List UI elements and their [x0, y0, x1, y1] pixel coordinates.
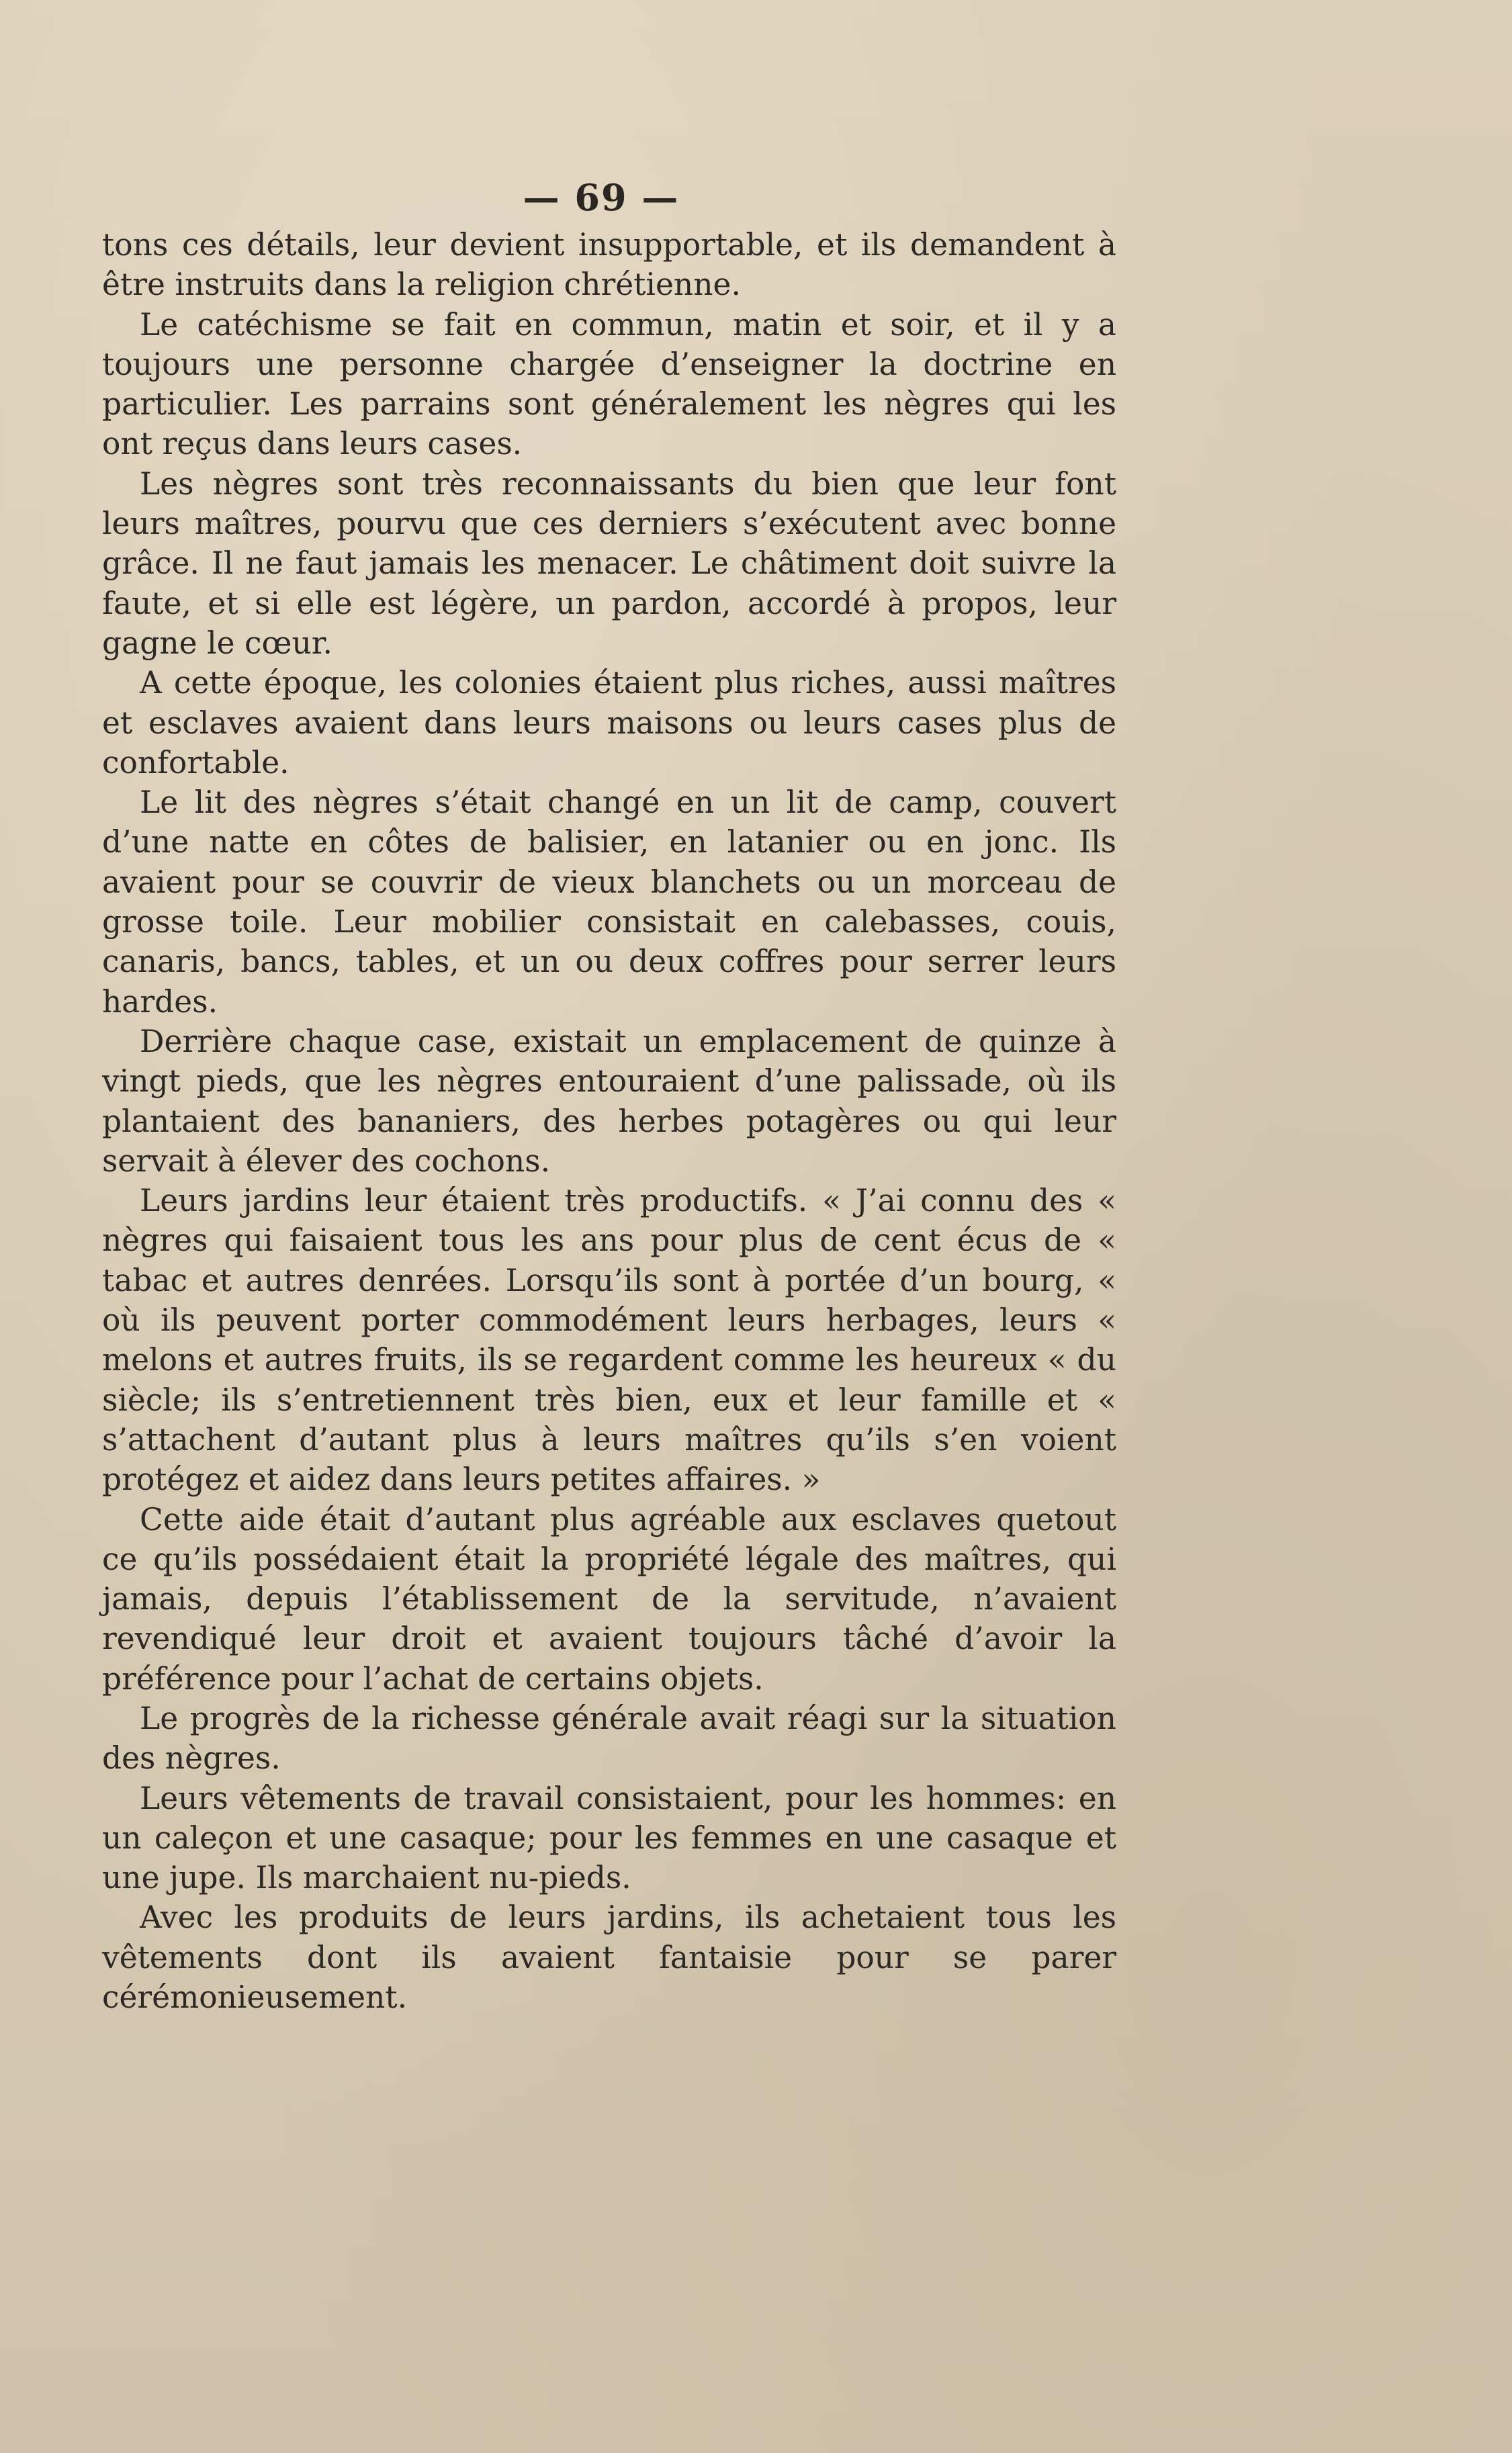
paragraph: Leurs vêtements de travail consistaient, pour les hommes: en un caleçon et une casaque; pour les femmes en une casaque et une jupe. Ils marchaient nu-pieds.	[102, 1780, 1116, 1896]
paragraph: Le progrès de la richesse générale avait réagi sur la situation des nègres.	[102, 1700, 1116, 1777]
paragraph: Le catéchisme se fait en commun, matin et soir, et il y a toujours une personne chargée d’enseigner la doctrine en particulier. Les parrains sont généralement les nègres qui les ont reçus dans leurs cases.	[102, 306, 1116, 462]
paragraph: Derrière chaque case, existait un emplacement de quinze à vingt pieds, que les nègres entouraient d’une palissade, où ils plantaient des bananiers, des herbes potagères ou qui leur servait à élever des cochons.	[102, 1023, 1116, 1179]
paragraph: Cette aide était d’autant plus agréable aux esclaves quetout ce qu’ils possédaient était la propriété légale des maîtres, qui jamais, depuis l’établissement de la servitude, n’avaient revendiqué leur droit et avaient toujours tâché d’avoir la préférence pour l’achat de certains objets.	[102, 1501, 1116, 1697]
paragraph: Les nègres sont très reconnaissants du bien que leur font leurs maîtres, pourvu que ces derniers s’exécutent avec bonne grâce. Il ne faut jamais les menacer. Le châtiment doit suivre la faute, et si elle est légère, un pardon, accordé à propos, leur gagne le cœur.	[102, 465, 1116, 661]
paragraph: Avec les produits de leurs jardins, ils achetaient tous les vêtements dont ils avaient fantaisie pour se parer cérémonieusement.	[102, 1900, 1116, 2016]
paragraph: tons ces détails, leur devient insupportable, et ils demandent à être instruits dans la religion chrétienne.	[102, 227, 1116, 303]
paragraph: Le lit des nègres s’était changé en un lit de camp, couvert d’une natte en côtes de balisier, en latanier ou en jonc. Ils avaient pour se couvrir de vieux blanchets ou un morceau de grosse toile. Leur mobilier consistait en calebasses, couis, canaris, bancs, tables, et un ou deux coffres pour serrer leurs hardes.	[102, 785, 1116, 1020]
page-number: — 69 —	[523, 176, 680, 219]
body-text	[102, 225, 1116, 2017]
paragraph: A cette époque, les colonies étaient plus riches, aussi maîtres et esclaves avaient dans leurs maisons ou leurs cases plus de confortable.	[102, 665, 1116, 780]
paragraph: Leurs jardins leur étaient très productifs. « J’ai connu des « nègres qui faisaient tous les ans pour plus de cent écus de « tabac et autres denrées. Lorsqu’ils sont à portée d’un bourg, « où ils peuvent porter commodément leurs herbages, leurs « melons et autres fruits, ils se regardent comme les heureux « du siècle; ils s’entretiennent très bien, eux et leur famille et « s’attachent d’autant plus à leurs maîtres qu’ils s’en voient protégez et aidez dans leurs petites affaires. »	[102, 1183, 1116, 1498]
